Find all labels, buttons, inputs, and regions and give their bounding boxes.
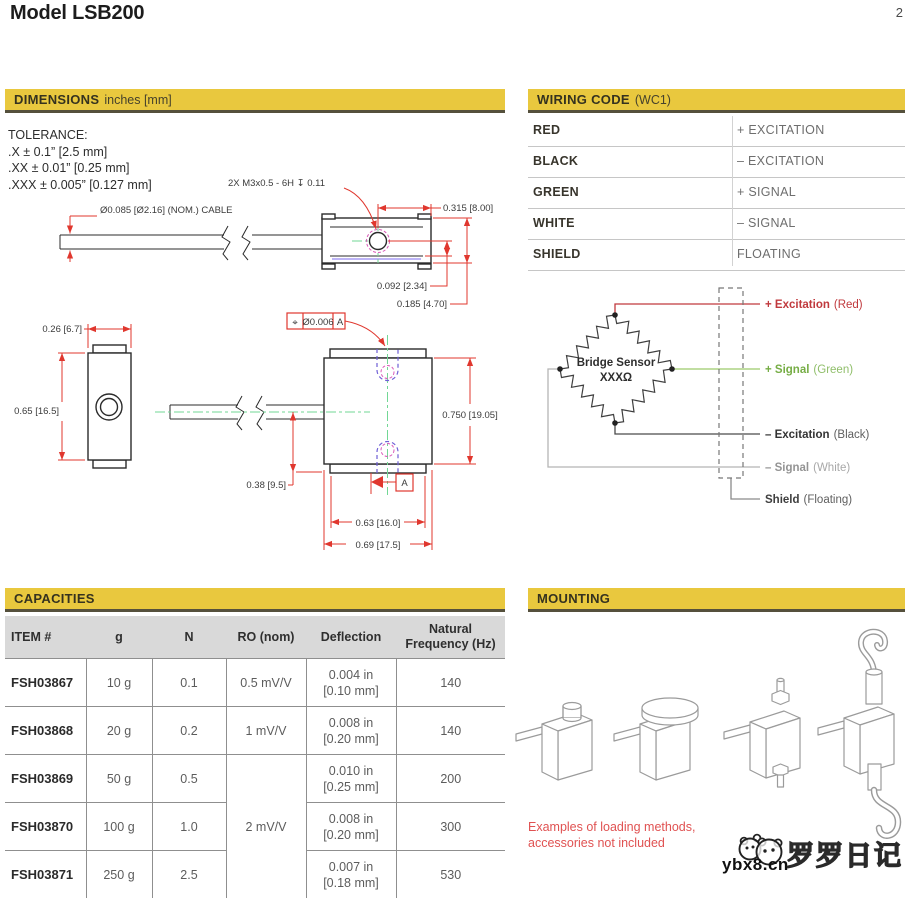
wire-function: – EXCITATION (737, 154, 825, 168)
table-row (5, 659, 505, 707)
wiring-section-header (528, 89, 905, 113)
capacities-section-header (5, 588, 505, 612)
wire-function: + EXCITATION (737, 123, 825, 137)
bridge-sensor-label: Bridge Sensor (576, 357, 656, 369)
wire-color: RED (533, 123, 561, 137)
natural-frequency: 140 (396, 707, 505, 755)
tolerance-line: .XXX ± 0.005” [0.127 mm] (8, 177, 152, 192)
dim-label: 0.38 [9.5] (246, 480, 286, 491)
capacities-table (5, 616, 505, 898)
dim-label: 0.65 [16.5] (14, 406, 59, 417)
wire-color: BLACK (533, 154, 579, 168)
drawing-top-view (60, 178, 493, 310)
natural-frequency: 140 (396, 659, 505, 707)
lead-label: – Excitation (Black) (765, 429, 870, 441)
column-header: Natural Frequency (Hz) (396, 616, 505, 659)
excitation-pos-wire (615, 304, 760, 315)
mounting-illustration-disc (614, 698, 698, 780)
drawing-front-view (14, 324, 131, 468)
wiring-subtitle: (WC1) (634, 92, 671, 107)
capacity-g: 250 g (86, 851, 152, 898)
fcf-symbol: ⌖ (292, 317, 298, 329)
fcf-tolerance: Ø0.006 (302, 317, 334, 328)
lead-label: – Signal (White) (765, 462, 851, 474)
capacity-n: 0.1 (152, 659, 226, 707)
natural-frequency: 300 (396, 803, 505, 851)
thread-note-label: 2X M3x0.5 - 6H ↧ 0.11 (228, 178, 326, 189)
dim-label: 0.092 [2.34] (376, 281, 427, 292)
dimension-drawing (0, 120, 510, 585)
wiring-row (528, 147, 905, 178)
wiring-column-divider (732, 116, 733, 266)
tolerance-line: TOLERANCE: (8, 128, 88, 142)
capacity-n: 2.5 (152, 851, 226, 898)
deflection: 0.004 in [0.10 mm] (306, 659, 396, 707)
table-row (5, 755, 505, 803)
wiring-row (528, 178, 905, 209)
capacity-g: 100 g (86, 803, 152, 851)
item-number: FSH03869 (5, 755, 86, 803)
capacity-g: 10 g (86, 659, 152, 707)
wiring-code-table (528, 116, 905, 271)
lead-label: Shield (Floating) (765, 494, 853, 506)
wiring-title: WIRING CODE (537, 92, 630, 107)
item-number: FSH03868 (5, 707, 86, 755)
deflection: 0.008 in [0.20 mm] (306, 803, 396, 851)
wire-color: WHITE (533, 216, 575, 230)
item-number: FSH03871 (5, 851, 86, 898)
mounting-title: MOUNTING (537, 591, 611, 606)
dim-label: 0.750 [19.05] (442, 410, 498, 421)
wiring-row (528, 240, 905, 271)
wire-function: FLOATING (737, 247, 801, 261)
wiring-row (528, 209, 905, 240)
wire-function: – SIGNAL (737, 216, 796, 230)
deflection: 0.008 in [0.20 mm] (306, 707, 396, 755)
dimensions-subtitle: inches [mm] (104, 92, 172, 107)
rated-output: 1 mV/V (226, 707, 306, 755)
bridge-resistance-label: XXXΩ (599, 372, 633, 384)
mounting-illustration-stud (724, 678, 800, 787)
capacity-n: 0.5 (152, 755, 226, 803)
dim-label: 0.26 [6.7] (42, 324, 82, 335)
dim-label: 0.69 [17.5] (355, 540, 401, 551)
natural-frequency: 530 (396, 851, 505, 898)
excitation-neg-wire (615, 423, 760, 434)
column-header: g (86, 616, 152, 659)
item-number: FSH03870 (5, 803, 86, 851)
watermark-name: 罗罗日记 (787, 841, 903, 871)
tolerance-line: .XX ± 0.01” [0.25 mm] (8, 161, 130, 175)
natural-frequency: 200 (396, 755, 505, 803)
column-header: ITEM # (5, 616, 86, 659)
watermark-site: ybx8.cn (722, 855, 789, 874)
capacities-header-row (5, 616, 505, 659)
dim-label: 0.185 [4.70] (396, 299, 447, 310)
lead-label: + Excitation (Red) (765, 299, 863, 311)
dimensions-section-header (5, 89, 505, 113)
lead-label: + Signal (Green) (765, 364, 854, 376)
mounting-illustration-post (516, 703, 592, 781)
deflection: 0.007 in [0.18 mm] (306, 851, 396, 898)
dimensions-title: DIMENSIONS (14, 92, 100, 107)
table-row (5, 707, 505, 755)
page-title: Model LSB200 (10, 2, 145, 24)
capacities-title: CAPACITIES (14, 591, 95, 606)
column-header: RO (nom) (226, 616, 306, 659)
mounting-illustration-hook (818, 632, 898, 836)
datum-flag (371, 473, 413, 494)
dim-label: 0.315 [8.00] (443, 203, 494, 214)
drawing-side-view (155, 313, 498, 551)
deflection: 0.010 in [0.25 mm] (306, 755, 396, 803)
column-header: Deflection (306, 616, 396, 659)
fcf-datum: A (336, 317, 344, 328)
feature-control-frame (287, 313, 385, 346)
cable-note-label: Ø0.085 [Ø2.16] (NOM.) CABLE (100, 205, 233, 216)
mounting-caption (528, 819, 695, 851)
rated-output: 0.5 mV/V (226, 659, 306, 707)
shield-wire (731, 478, 760, 499)
capacity-n: 0.2 (152, 707, 226, 755)
mounting-caption-line: accessories not included (528, 836, 665, 850)
capacity-g: 50 g (86, 755, 152, 803)
page-number: 2 (895, 5, 903, 20)
item-number: FSH03867 (5, 659, 86, 707)
capacity-n: 1.0 (152, 803, 226, 851)
bridge-wiring-diagram (528, 275, 911, 520)
wire-function: + SIGNAL (737, 185, 797, 199)
tolerance-line: .X ± 0.1” [2.5 mm] (8, 144, 108, 159)
mounting-section-header (528, 588, 905, 612)
datum-flag-label: A (401, 478, 408, 489)
wire-color: SHIELD (533, 247, 581, 261)
dim-label: 0.63 [16.0] (355, 518, 401, 529)
mounting-caption-line: Examples of loading methods, (528, 820, 696, 834)
shield-boundary (719, 288, 743, 478)
rated-output: 2 mV/V (226, 755, 306, 898)
column-header: N (152, 616, 226, 659)
capacity-g: 20 g (86, 707, 152, 755)
wiring-row (528, 116, 905, 147)
wire-color: GREEN (533, 185, 579, 199)
